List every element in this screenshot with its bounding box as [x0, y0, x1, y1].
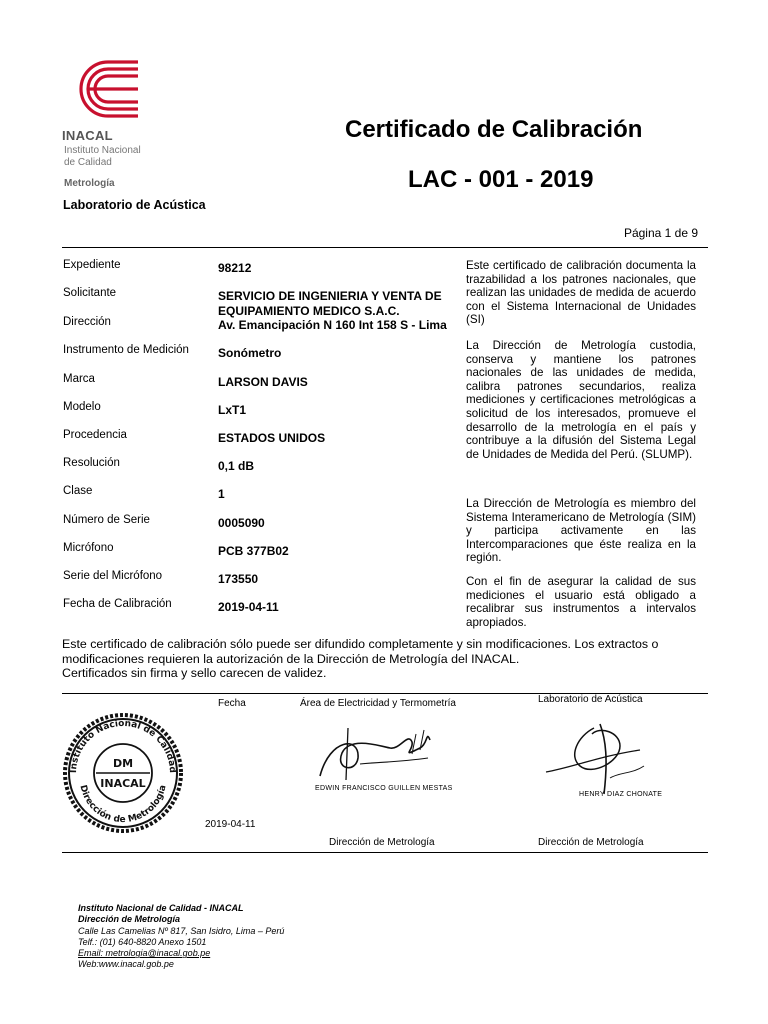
value-marca: LARSON DAVIS — [218, 375, 308, 389]
department-2: Dirección de Metrología — [538, 837, 644, 848]
label-fecha-calibracion: Fecha de Calibración — [63, 598, 172, 610]
value-procedencia: ESTADOS UNIDOS — [218, 431, 326, 445]
footer-web[interactable]: Web:www.inacal.gob.pe — [78, 959, 174, 970]
label-direccion: Dirección — [63, 316, 111, 328]
signature-1-icon — [300, 718, 450, 790]
label-resolucion: Resolución — [63, 457, 120, 469]
label-solicitante: Solicitante — [63, 287, 117, 299]
date-header: Fecha — [218, 698, 246, 709]
signature-2-icon — [540, 716, 663, 798]
area-acoustics: Laboratorio de Acústica — [538, 694, 643, 705]
notice-text: Este certificado de calibración sólo puede ser difundido completamente y sin modificaciones. Los extractos o modificaciones requieren la autorización de la Dirección de Metrología del INACAL. — [62, 637, 659, 666]
svg-text:Dirección de Metrología — [77, 784, 168, 825]
brand-line-2: de Calidad — [64, 157, 112, 168]
value-resolucion: 0,1 dB — [218, 459, 255, 473]
brand-area: Metrología — [64, 178, 115, 189]
info-paragraph-traceability: Este certificado de calibración documenta la trazabilidad a los patrones nacionales, que realizan las unidades de medida de acuerdo con el Sistema Internacional de Unidades (SI) — [466, 259, 696, 327]
label-clase: Clase — [63, 485, 93, 497]
label-expediente: Expediente — [63, 259, 121, 271]
notice-validity: Certificados sin firma y sello carecen de validez. — [62, 666, 327, 680]
value-instrumento: Sonómetro — [218, 346, 282, 360]
label-procedencia: Procedencia — [63, 429, 127, 441]
value-fecha-calibracion: 2019-04-11 — [218, 600, 279, 614]
value-direccion: Av. Emancipación N 160 Int 158 S - Lima — [218, 318, 447, 332]
page-number: Página 1 de 9 — [623, 226, 698, 240]
value-expediente: 98212 — [218, 261, 252, 275]
info-paragraph-recalibrate: Con el fin de asegurar la calidad de sus mediciones el usuario está obligado a recalibrar sus instrumentos a intervalos apropiados. — [466, 575, 696, 629]
official-seal-icon — [58, 709, 188, 835]
footer-divider — [62, 852, 708, 853]
info-paragraph-custody: La Dirección de Metrología custodia, conserva y mantiene los patrones nacionales de las unidades de medida, calibra patrones secundarios, realiza mediciones y certificaciones metrológicas a solicitud de los interesados, promueve el desarrollo de la metrología en el país y contribuye a la difusión del Sistema Legal de Unidades de Medida del Perú. (SLUMP). — [466, 339, 696, 461]
distribution-notice — [62, 637, 708, 681]
inacal-logo-icon — [58, 58, 140, 120]
brand-line-1: Instituto Nacional — [64, 145, 141, 156]
footer-address: Calle Las Camelias Nº 817, San Isidro, Lima – Perú — [78, 925, 285, 936]
label-instrumento: Instrumento de Medición — [63, 344, 189, 356]
label-marca: Marca — [63, 373, 95, 385]
signature-date: 2019-04-11 — [205, 819, 256, 830]
seal-center-top: DM — [112, 757, 134, 770]
laboratory-name: Laboratorio de Acústica — [63, 198, 206, 212]
label-microfono: Micrófono — [63, 542, 114, 554]
brand-name: INACAL — [62, 128, 113, 143]
header-divider — [62, 247, 708, 248]
area-electricity: Área de Electricidad y Termometría — [300, 698, 456, 709]
seal-bottom-text: Dirección de Metrología — [77, 784, 169, 826]
certificate-code: LAC - 001 - 2019 — [408, 166, 594, 193]
value-modelo: LxT1 — [218, 403, 247, 417]
seal-center-bottom: INACAL — [100, 777, 146, 790]
footer-email[interactable]: Email: metrologia@inacal.gob.pe — [78, 948, 211, 959]
label-numero-serie: Número de Serie — [63, 514, 150, 526]
footer-dept: Dirección de Metrología — [78, 914, 181, 925]
department-1: Dirección de Metrología — [329, 837, 435, 848]
footer-org: Instituto Nacional de Calidad - INACAL — [78, 903, 244, 913]
value-clase: 1 — [218, 487, 225, 501]
signer-1-name: EDWIN FRANCISCO GUILLEN MESTAS — [315, 785, 453, 792]
value-serie-microfono: 173550 — [218, 572, 259, 586]
value-solicitante: SERVICIO DE INGENIERIA Y VENTA DE EQUIPAMIENTO MEDICO S.A.C. — [218, 289, 442, 318]
footer-phone: Telf.: (01) 640-8820 Anexo 1501 — [78, 936, 207, 947]
info-paragraph-sim: La Dirección de Metrología es miembro del Sistema Interamericano de Metrología (SIM) y participa activamente en las Intercomparaciones que éste realiza en la región. — [466, 497, 696, 565]
seal-top-text: Instituto Nacional de Calidad — [68, 718, 178, 774]
value-microfono: PCB 377B02 — [218, 544, 289, 558]
document-title: Certificado de Calibración — [345, 116, 643, 143]
value-numero-serie: 0005090 — [218, 516, 265, 530]
footer-contact — [78, 903, 284, 971]
label-serie-microfono: Serie del Micrófono — [63, 570, 163, 582]
label-modelo: Modelo — [63, 401, 101, 413]
signer-2-name: HENRY DIAZ CHONATE — [579, 791, 663, 798]
